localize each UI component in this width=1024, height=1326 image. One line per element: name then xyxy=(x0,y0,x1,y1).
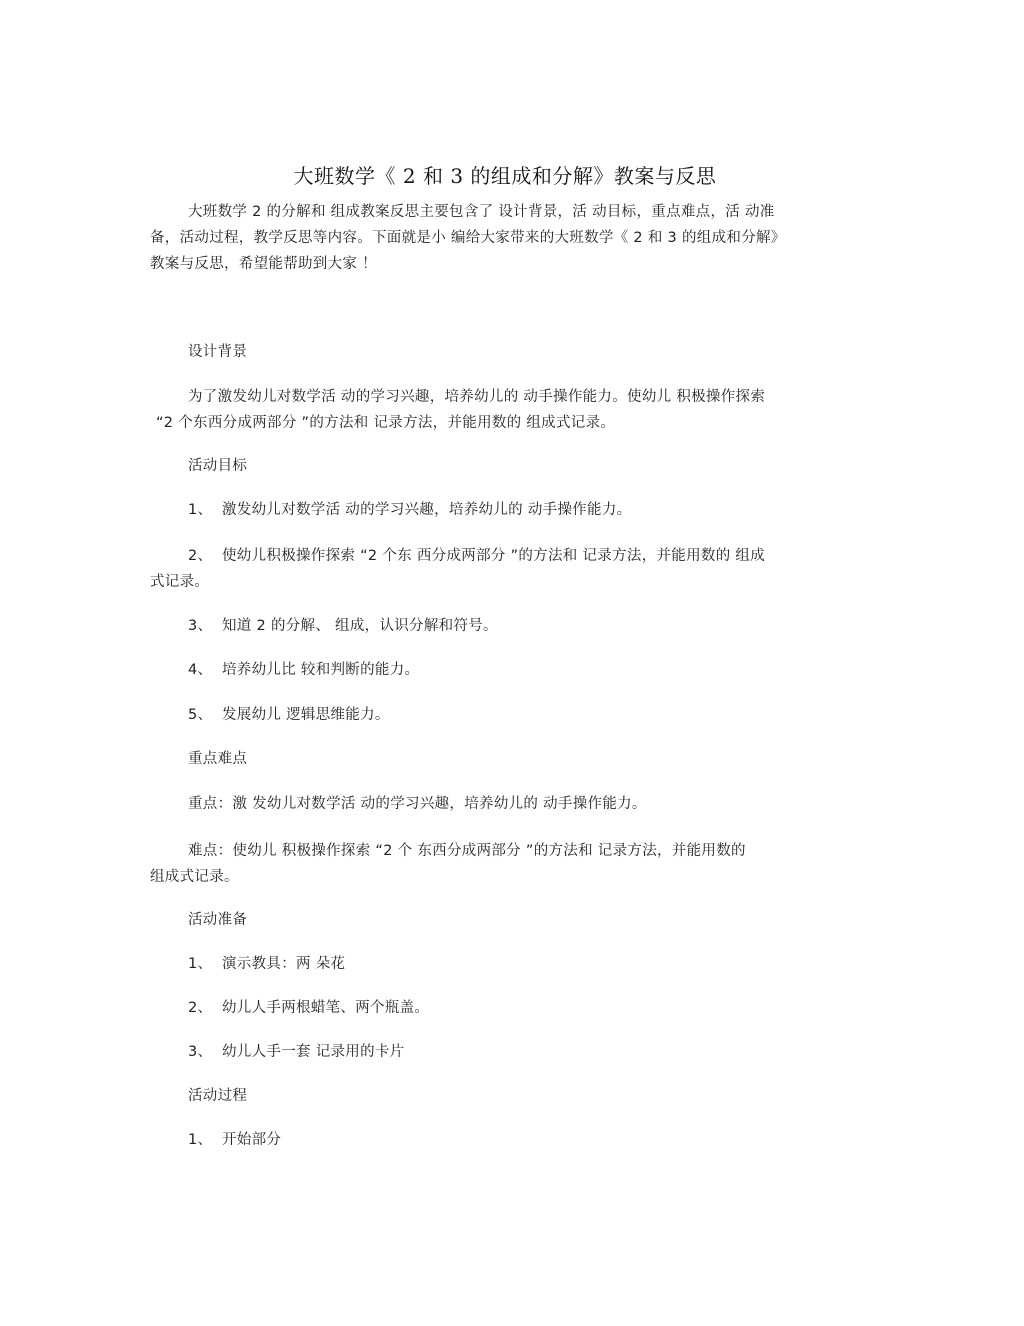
list-text: 开始部分 xyxy=(222,1132,282,1148)
goal-item-2 xyxy=(150,543,860,595)
intro-line: 备，活动过程，教学反思等内容。下面就是小 编给大家带来的大班数学《 2 和 3 的组成和分解》 xyxy=(150,230,786,246)
section-heading-activity-process: 活动过程 xyxy=(188,1088,248,1104)
goal-item-3 xyxy=(150,613,860,639)
goal-item-1 xyxy=(150,497,860,523)
list-number: 2、 xyxy=(188,1000,213,1016)
section-heading-key-difficult: 重点难点 xyxy=(188,751,248,767)
list-number: 4、 xyxy=(188,662,213,678)
intro-line: 大班数学 2 的分解和 组成教案反思主要包含了 设计背景，活 动目标，重点难点，活 动准 xyxy=(188,204,775,220)
document-title: 大班数学《 2 和 3 的组成和分解》教案与反思 xyxy=(293,164,717,188)
list-text: 演示教具：两 朵花 xyxy=(222,956,346,972)
list-text: 使幼儿积极操作探索 “2 个东 西分成两部分 ”的方法和 记录方法，并能用数的 组成 xyxy=(222,548,766,564)
list-number: 1、 xyxy=(188,956,213,972)
process-item-1 xyxy=(150,1127,860,1153)
list-number: 3、 xyxy=(188,1044,213,1060)
paragraph-line: “2 个东西分成两部分 ”的方法和 记录方法，并能用数的 组成式记录。 xyxy=(156,415,616,431)
list-text: 激发幼儿对数学活 动的学习兴趣，培养幼儿的 动手操作能力。 xyxy=(222,502,632,518)
paragraph-line: 难点：使幼儿 积极操作探索 “2 个 东西分成两部分 ”的方法和 记录方法，并能用数的 xyxy=(188,843,746,859)
list-number: 2、 xyxy=(188,548,213,564)
list-text: 发展幼儿 逻辑思维能力。 xyxy=(222,707,390,723)
section-heading-design-background: 设计背景 xyxy=(188,344,248,360)
list-number: 1、 xyxy=(188,502,213,518)
paragraph-line: 为了激发幼儿对数学活 动的学习兴趣，培养幼儿的 动手操作能力。使幼儿 积极操作探索 xyxy=(188,389,766,405)
list-text: 幼儿人手一套 记录用的卡片 xyxy=(222,1044,405,1060)
design-background-paragraph xyxy=(150,384,860,436)
difficult-point-paragraph xyxy=(150,838,860,890)
prep-item-2 xyxy=(150,995,860,1021)
list-text: 式记录。 xyxy=(150,574,210,590)
intro-line: 教案与反思，希望能帮助到大家 ！ xyxy=(150,256,377,272)
intro-paragraph xyxy=(150,199,860,277)
goal-item-4 xyxy=(150,657,860,683)
list-text: 知道 2 的分解、 组成，认识分解和符号。 xyxy=(222,618,498,634)
prep-item-3 xyxy=(150,1039,860,1065)
list-text: 幼儿人手两根蜡笔、两个瓶盖。 xyxy=(222,1000,430,1016)
goal-item-5 xyxy=(150,702,860,728)
list-number: 1、 xyxy=(188,1132,213,1148)
list-text: 培养幼儿比 较和判断的能力。 xyxy=(222,662,420,678)
list-number: 5、 xyxy=(188,707,213,723)
section-heading-activity-goals: 活动目标 xyxy=(188,458,248,474)
section-heading-activity-prep: 活动准备 xyxy=(188,912,248,928)
prep-item-1 xyxy=(150,951,860,977)
list-number: 3、 xyxy=(188,618,213,634)
key-point-paragraph: 重点：激 发幼儿对数学活 动的学习兴趣，培养幼儿的 动手操作能力。 xyxy=(188,796,647,812)
paragraph-line: 组成式记录。 xyxy=(150,869,239,885)
